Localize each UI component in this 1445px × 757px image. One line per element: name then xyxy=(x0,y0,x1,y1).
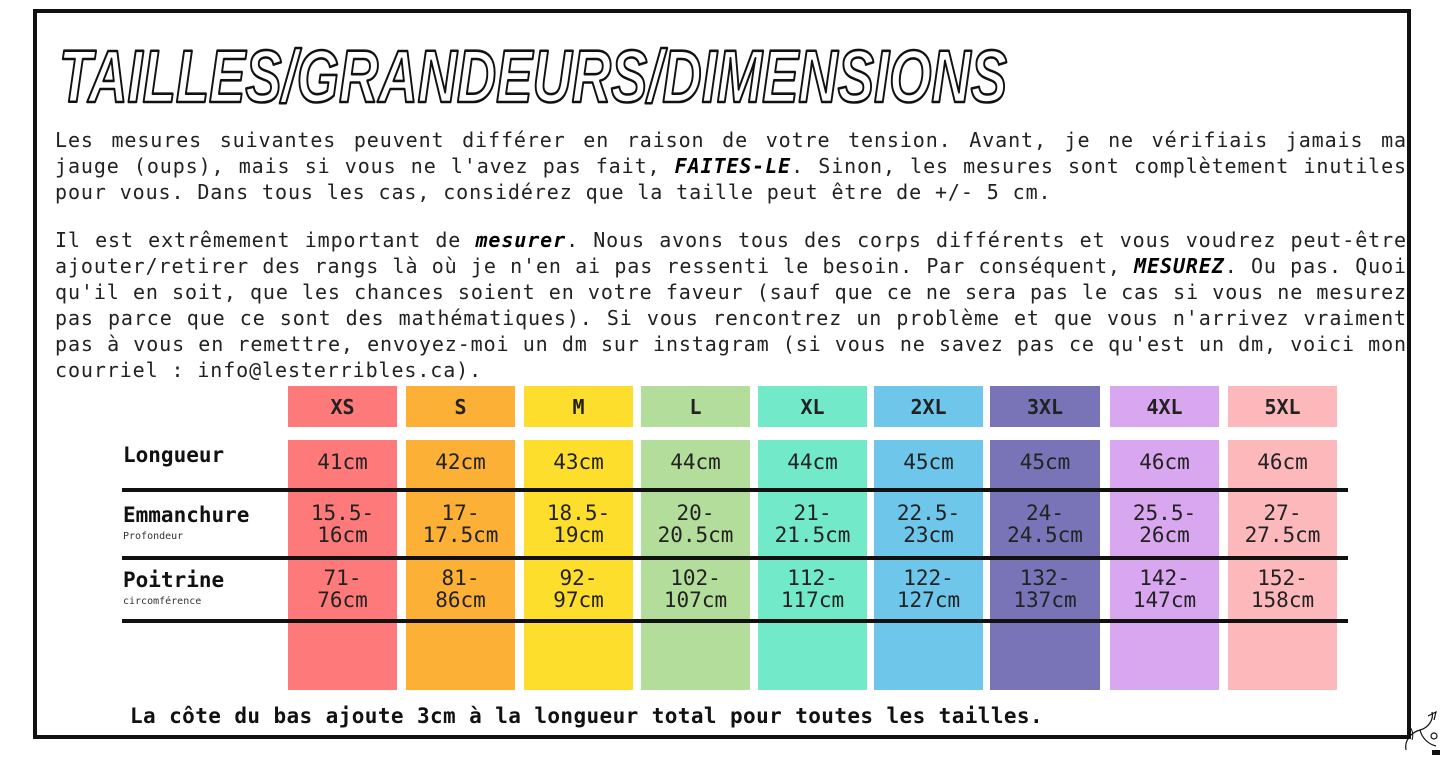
size-column-4xl xyxy=(1110,440,1219,690)
row-sublabel-profondeur: Profondeur xyxy=(123,531,184,542)
row-label-poitrine: Poitrine xyxy=(123,568,225,592)
cell-poitrine-line1: 92- xyxy=(559,566,598,590)
size-column-3xl xyxy=(990,440,1100,690)
p2-text-1: Il est extrêmement important de xyxy=(55,228,476,252)
row-divider xyxy=(122,488,1348,492)
row-sublabel-circonference: circomférence xyxy=(123,596,202,607)
cell-longueur: 46cm xyxy=(1139,450,1190,474)
cell-poitrine-line1: 152- xyxy=(1257,566,1308,590)
cell-emmanchure-line1: 25.5- xyxy=(1132,501,1197,525)
cell-emmanchure-line2: 16cm xyxy=(317,523,368,547)
size-header-l xyxy=(641,386,750,427)
cell-poitrine-line1: 81- xyxy=(441,566,480,590)
size-header-xs xyxy=(288,386,397,427)
intro-paragraph-tension xyxy=(55,127,1407,205)
cell-emmanchure-line1: 21- xyxy=(793,501,832,525)
cell-poitrine-line2: 86cm xyxy=(435,588,486,612)
cell-emmanchure-line2: 17.5cm xyxy=(422,523,499,547)
size-header-5xl xyxy=(1228,386,1337,427)
p1-text-1: Les mesures suivantes peuvent différer en raison de votre tension. Avant, je ne vérifiais jamais ma jauge (oups), mais si vous ne l'avez pas fait, xyxy=(55,128,1407,178)
cell-poitrine-line1: 71- xyxy=(323,566,362,590)
p2-emphasis-mesurez: MESUREZ xyxy=(1134,254,1225,278)
cell-poitrine-line1: 122- xyxy=(903,566,954,590)
p1-emphasis-faites-le: FAITES-LE xyxy=(674,154,792,178)
p2-text-3: . Ou pas. Quoi qu'il en soit, que les chances soient en votre faveur (sauf que ce ne sera pas le cas si vous ne mesurez pas parce que ce sont des mathématiques). Si vous rencontrez un problème et que vous n'arrivez vraiment pas à vous en remettre, envoyez-moi un dm sur instagram (si vous ne savez pas ce qu'est un dm, voici mon courriel : info@lesterribles.ca). xyxy=(55,254,1407,382)
cell-longueur: 42cm xyxy=(435,450,486,474)
sketch-logo-icon xyxy=(1398,706,1444,756)
size-column-xl xyxy=(758,440,867,690)
cell-emmanchure-line2: 27.5cm xyxy=(1244,523,1321,547)
size-column-5xl xyxy=(1228,440,1337,690)
size-header-label: XL xyxy=(800,394,825,419)
cell-longueur: 46cm xyxy=(1257,450,1308,474)
cell-longueur: 44cm xyxy=(670,450,721,474)
cell-longueur: 45cm xyxy=(1019,450,1071,474)
p2-text-2: . Nous avons tous des corps différents et vous voudrez peut-être ajouter/retirer des rangs là où je n'en ai pas ressenti le besoin. Par conséquent, xyxy=(55,228,1407,278)
cell-emmanchure-line2: 19cm xyxy=(553,523,604,547)
cell-longueur: 45cm xyxy=(903,450,954,474)
cell-poitrine-line2: 107cm xyxy=(663,588,728,612)
cell-poitrine-line1: 142- xyxy=(1139,566,1190,590)
footnote: La côte du bas ajoute 3cm à la longueur total pour toutes les tailles. xyxy=(130,704,1044,728)
size-header-3xl xyxy=(990,386,1100,427)
page-title xyxy=(57,36,1017,116)
size-column-xs xyxy=(288,440,397,690)
size-header-xl xyxy=(758,386,867,427)
cell-emmanchure-line2: 21.5cm xyxy=(774,523,851,547)
cell-emmanchure-line1: 15.5- xyxy=(310,501,375,525)
size-header-label: M xyxy=(572,394,585,419)
size-header-label: 4XL xyxy=(1146,394,1183,419)
size-header-label: S xyxy=(454,394,467,419)
cell-emmanchure-line1: 17- xyxy=(441,501,480,525)
cell-poitrine-line2: 117cm xyxy=(780,588,845,612)
cell-poitrine-line2: 147cm xyxy=(1132,588,1197,612)
size-header-label: L xyxy=(689,394,702,419)
size-header-label: 5XL xyxy=(1264,394,1301,419)
size-header-s xyxy=(406,386,515,427)
cell-emmanchure-line2: 24.5cm xyxy=(1007,523,1083,547)
p1-text-2: . Sinon, les mesures sont complètement inutiles pour vous. Dans tous les cas, considérez que la taille peut être de +/- 5 cm. xyxy=(55,154,1407,204)
size-header-4xl xyxy=(1110,386,1219,427)
intro-paragraph-mesurer xyxy=(55,227,1407,383)
cell-longueur: 43cm xyxy=(553,450,604,474)
row-label-emmanchure: Emmanchure xyxy=(123,503,250,527)
cell-poitrine-line2: 137cm xyxy=(1013,588,1077,612)
row-divider xyxy=(122,619,1348,623)
cell-emmanchure-line1: 22.5- xyxy=(896,501,961,525)
cell-poitrine-line1: 112- xyxy=(787,566,838,590)
size-column-2xl xyxy=(874,440,983,690)
size-column-s xyxy=(406,440,515,690)
cell-poitrine-line2: 158cm xyxy=(1250,588,1315,612)
size-column-l xyxy=(641,440,750,690)
size-header-label: XS xyxy=(330,394,355,419)
cell-longueur: 41cm xyxy=(317,450,368,474)
cell-emmanchure-line2: 26cm xyxy=(1139,523,1190,547)
cell-emmanchure-line1: 20- xyxy=(676,501,715,525)
page-title-text: TAILLES/GRANDEURS/DIMENSIONS xyxy=(59,35,1007,118)
row-divider xyxy=(122,556,1348,560)
cell-poitrine-line2: 127cm xyxy=(896,588,961,612)
cell-emmanchure-line1: 27- xyxy=(1263,501,1302,525)
cell-poitrine-line2: 76cm xyxy=(317,588,368,612)
size-header-2xl xyxy=(874,386,983,427)
cell-emmanchure-line1: 24- xyxy=(1026,501,1064,525)
cell-emmanchure-line2: 23cm xyxy=(903,523,954,547)
row-label-longueur: Longueur xyxy=(123,443,225,467)
p2-emphasis-mesurer: mesurer xyxy=(475,228,567,252)
cell-emmanchure-line2: 20.5cm xyxy=(657,523,734,547)
cell-poitrine-line2: 97cm xyxy=(553,588,604,612)
cell-emmanchure-line1: 18.5- xyxy=(546,501,611,525)
size-header-m xyxy=(524,386,633,427)
cell-poitrine-line1: 102- xyxy=(670,566,721,590)
cell-poitrine-line1: 132- xyxy=(1019,566,1071,590)
size-header-label: 3XL xyxy=(1026,394,1064,419)
size-column-m xyxy=(524,440,633,690)
size-header-label: 2XL xyxy=(910,394,947,419)
cell-longueur: 44cm xyxy=(787,450,838,474)
